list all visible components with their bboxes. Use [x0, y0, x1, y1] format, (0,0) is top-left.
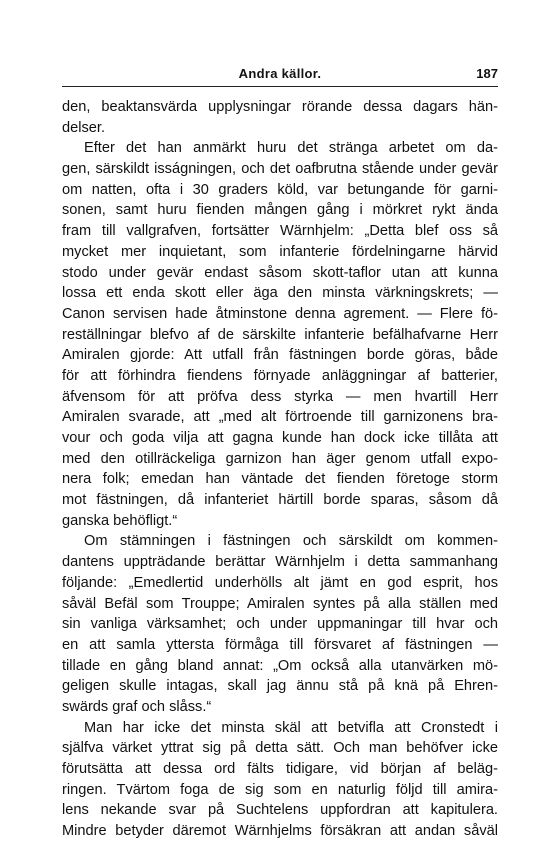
text-line: tillade en gång bland annat: „Om också alla utanvärken mö-: [62, 657, 498, 674]
text-line: den, beaktansvärda upplysningar rörande dessa dagars hän-: [62, 99, 498, 115]
text-line: dantens uppträdande berättar Wärnhjelm i detta sammanhang: [62, 554, 498, 571]
text-line: Efter det han anmärkt huru det stränga arbetet om da-: [84, 140, 498, 157]
header-rule: [62, 86, 498, 87]
page-number: 187: [476, 66, 498, 81]
text-line: mot fästningen, då infanteriet härtill borde sparas, såsom då: [62, 492, 498, 509]
text-line: Mindre betyder däremot Wärnhjelms försäkran att andan såväl: [62, 823, 498, 840]
text-line: fram till vallgrafven, fortsätter Wärnhjelm: „Detta blef oss så: [62, 223, 498, 240]
text-line: själfva värket yttrat sig på detta sätt. Och man behöfver icke: [62, 740, 498, 757]
text-line: såväl Befäl som Trouppe; Amiralen syntes på alla ställen med: [62, 595, 498, 612]
text-line: Om stämningen i fästningen och särskildt om kommen-: [84, 533, 498, 550]
text-line: ganska behöfligt.“: [62, 512, 178, 529]
text-line: sin vanliga värksamhet; och under uppmaningar till hvar och: [62, 616, 498, 633]
text-line: gen, särskildt isságningen, och det oafbrutna stående under gevär: [62, 161, 498, 178]
text-line: stodo under gevär endast såsom skott-taflor utan att kunna: [62, 264, 498, 281]
text-line: geligen skulle intagas, skall jag ännu stå på knä på Ehren-: [62, 678, 498, 695]
text-line: ringen. Tvärtom foga de sig som en naturlig följd till amira-: [62, 781, 498, 798]
text-line: lossa ett enda skott eller äga den minsta värkningskrets; —: [62, 285, 498, 302]
text-line: om natten, ofta i 30 graders köld, var betungande för garni-: [62, 181, 498, 198]
text-line: förutsätta att dessa ord fälts tidigare, vid början af beläg-: [62, 761, 498, 777]
text-line: följande: „Emedlertid underhölls alt jämt en god esprit, hos: [62, 574, 498, 591]
text-line: nera folk; emedan han väntade det fienden företoge storm: [62, 471, 498, 488]
text-line: en att samla yttersta förmåga till försvaret af fästningen —: [62, 636, 498, 653]
text-line: reställningar blefvo af de särskilte infanterie befälhafvarne Herr: [62, 326, 498, 343]
text-line: Amiralen svarade, att „med alt förtroende till garnizonens bra-: [62, 409, 498, 426]
text-line: mycket mer inquietant, som infanterie fördelningarne härvid: [62, 243, 498, 260]
text-line: äfvensom för att pröfva dess styrka — men hvartill Herr: [62, 388, 498, 405]
text-line: för att förhindra fiendens förnyade anläggningar af batterier,: [62, 367, 498, 384]
running-head-title: Andra källor.: [238, 66, 322, 81]
text-line: sonen, samt huru fienden mången gång i mörkret rykt ända: [62, 202, 498, 219]
text-line: Amiralen gjorde: Att utfall från fästningen borde göras, både: [62, 347, 498, 364]
text-line: Canon servisen hade åtminstone denna agrement. — Flere fö-: [62, 305, 498, 322]
body-text: [62, 97, 498, 842]
text-line: delser.: [62, 119, 105, 136]
text-line: vour och goda vilja att gagna kunde han dock icke tillåta att: [62, 430, 498, 446]
text-line: swärds graf och slåss.“: [62, 698, 212, 715]
running-head: [62, 66, 498, 88]
text-line: med den otillräckeliga garnizon han äger genom utfall expo-: [62, 450, 498, 467]
text-line: lens nekande svar på Suchtelens uppfordran att kapitulera.: [62, 802, 498, 819]
text-line: Man har icke det minsta skäl att betvifla att Cronstedt i: [84, 719, 498, 736]
